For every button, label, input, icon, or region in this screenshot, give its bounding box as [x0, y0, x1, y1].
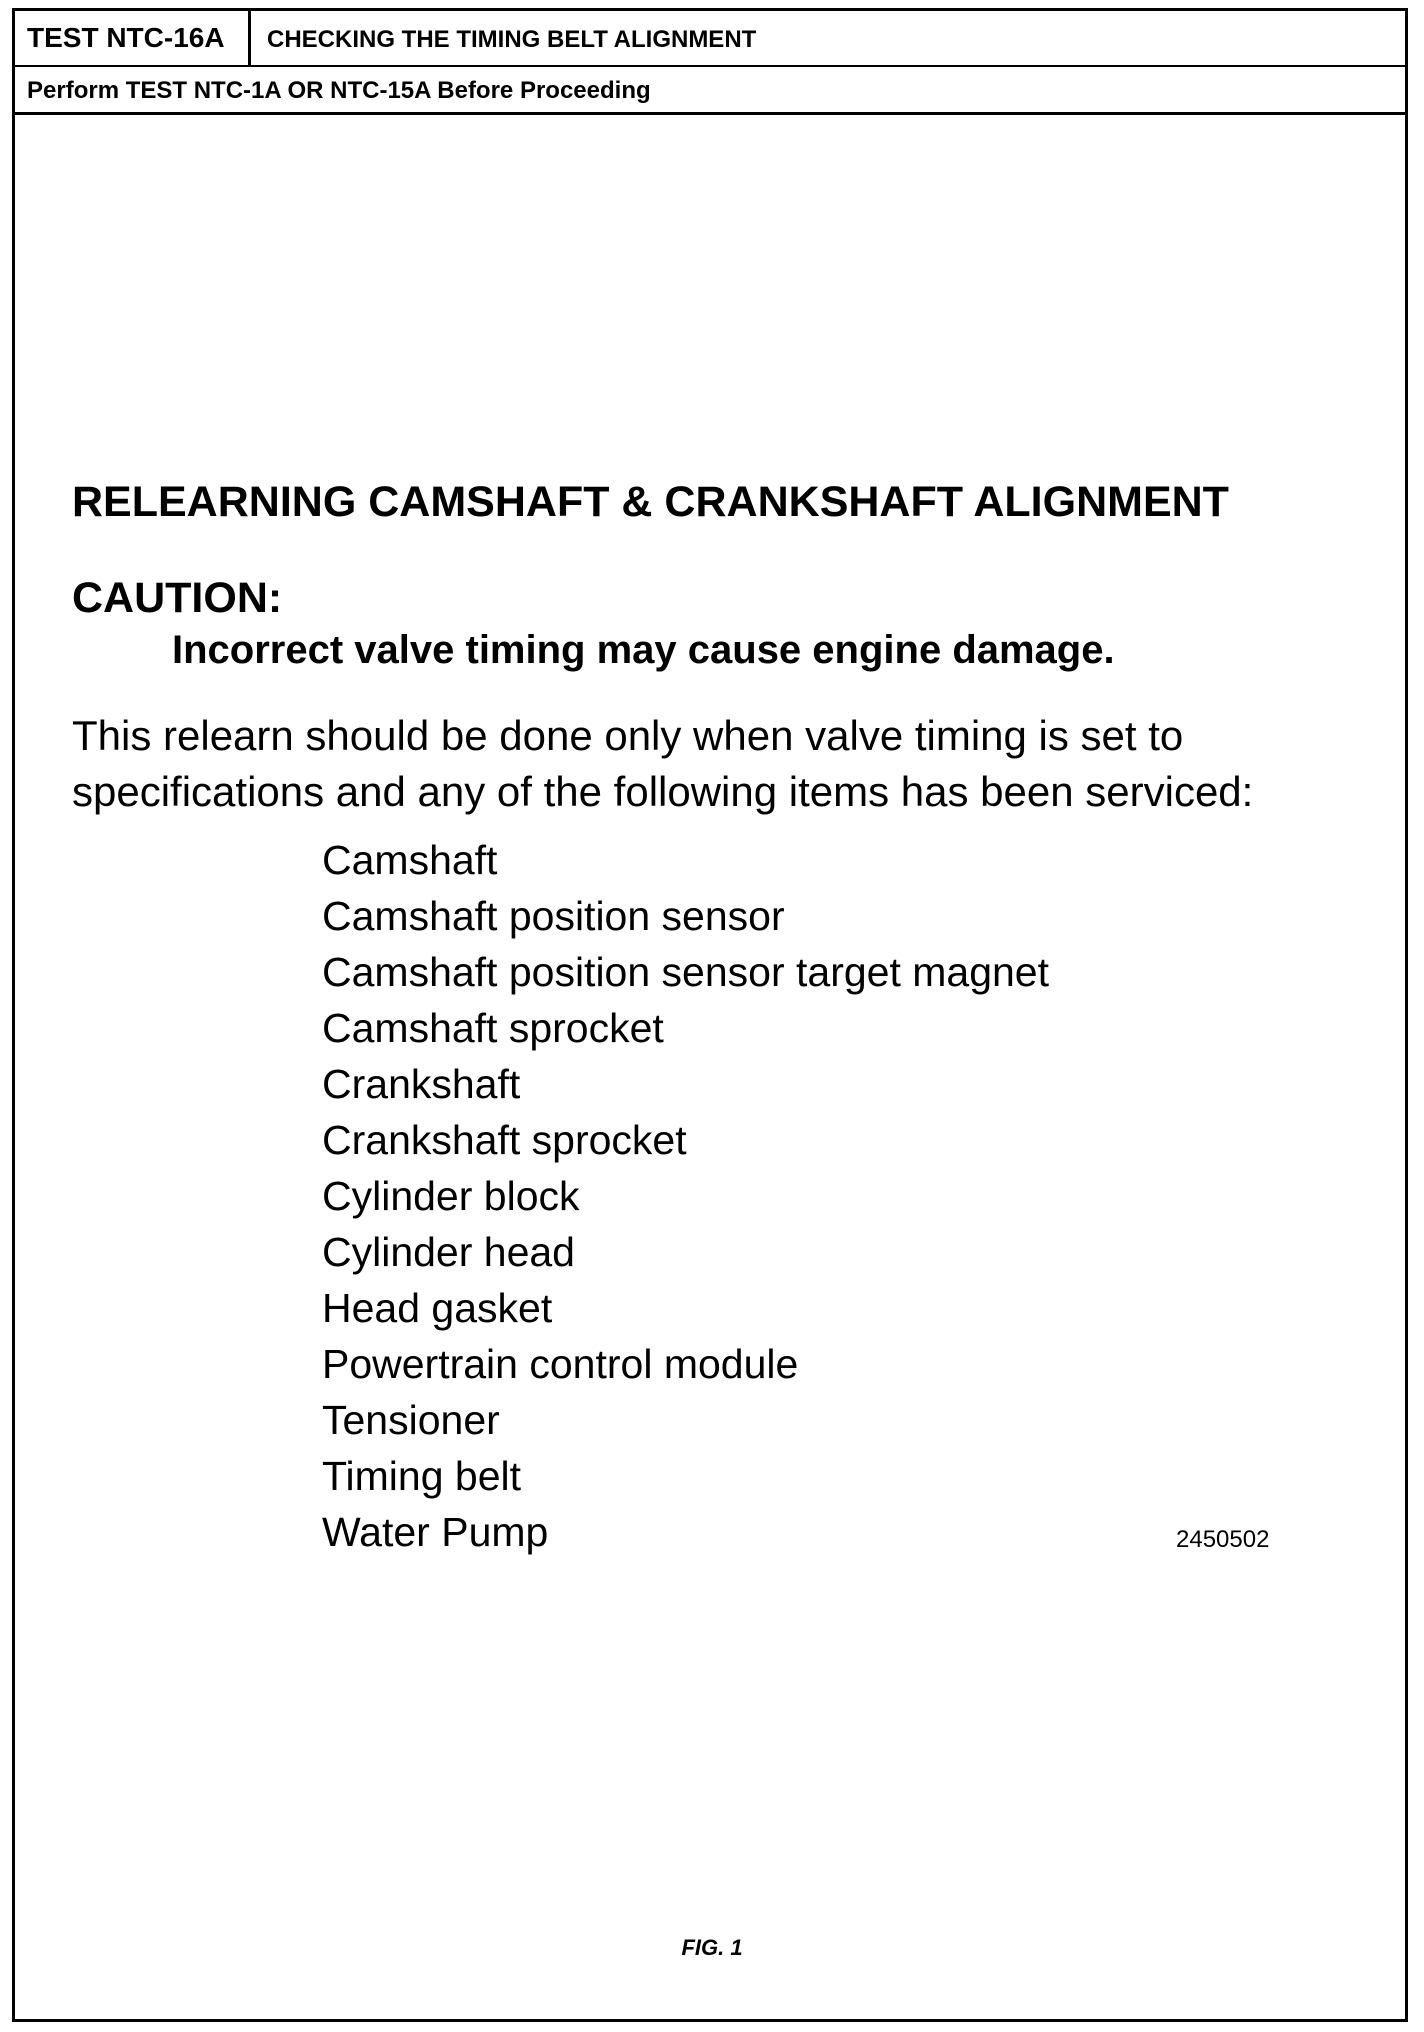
- figure-caption: FIG. 1: [681, 1935, 743, 1960]
- list-item: Cylinder block: [322, 1173, 580, 1219]
- intro-paragraph: This relearn should be done only when valve timing is set to specifications and any of the following items has been serviced:: [72, 712, 1254, 815]
- serviced-items-list: [322, 832, 1049, 1560]
- list-item: Head gasket: [322, 1285, 553, 1331]
- list-item: Water Pump: [322, 1509, 549, 1555]
- figure-code: 2450502: [1176, 1526, 1270, 1553]
- list-item: Crankshaft: [322, 1061, 521, 1107]
- list-item: Powertrain control module: [322, 1341, 799, 1387]
- test-title: CHECKING THE TIMING BELT ALIGNMENT: [267, 26, 757, 53]
- list-item: Camshaft sprocket: [322, 1005, 664, 1051]
- caution-label: CAUTION:: [72, 574, 283, 622]
- caution-text: Incorrect valve timing may cause engine damage.: [172, 628, 1115, 672]
- list-item: Tensioner: [322, 1397, 500, 1443]
- list-item: Cylinder head: [322, 1229, 575, 1275]
- test-id: TEST NTC-16A: [15, 11, 251, 65]
- list-item: Camshaft: [322, 837, 498, 883]
- prerequisite-note: Perform TEST NTC-1A OR NTC-15A Before Proceeding: [15, 67, 1405, 115]
- header-title-row: [15, 11, 1405, 67]
- list-item: Camshaft position sensor target magnet: [322, 949, 1049, 995]
- list-item: Crankshaft sprocket: [322, 1117, 687, 1163]
- list-item: Camshaft position sensor: [322, 893, 785, 939]
- section-heading: RELEARNING CAMSHAFT & CRANKSHAFT ALIGNMENT: [72, 478, 1229, 526]
- list-item: Timing belt: [322, 1453, 521, 1499]
